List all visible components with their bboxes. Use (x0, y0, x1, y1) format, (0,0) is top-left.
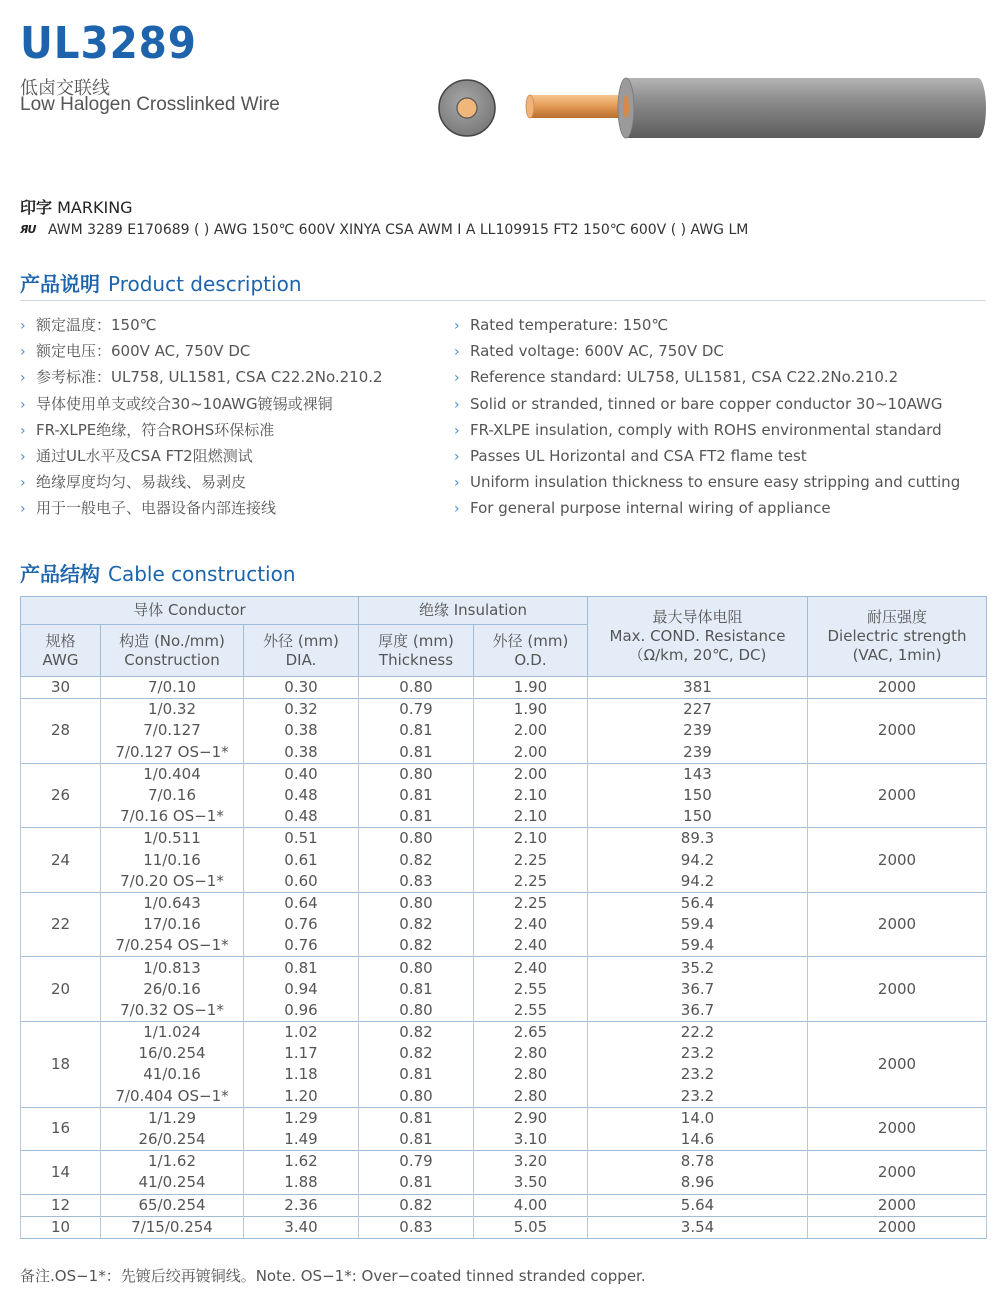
cell-awg: 26 (21, 763, 101, 828)
cell-construction: 16/0.254 (101, 1043, 244, 1064)
cell-resistance: 22.2 (588, 1022, 808, 1044)
cell-dielectric: 2000 (808, 699, 987, 764)
ul-certification-icon (20, 223, 40, 238)
cell-od: 2.00 (474, 742, 588, 764)
cell-dia: 0.76 (244, 935, 359, 957)
description-item: › Passes UL Horizontal and CSA FT2 flame test (454, 443, 960, 469)
cell-od: 2.90 (474, 1107, 588, 1129)
cell-resistance: 239 (588, 720, 808, 741)
cell-thickness: 0.81 (359, 979, 474, 1000)
cell-dielectric: 2000 (808, 957, 987, 1022)
cell-awg: 14 (21, 1151, 101, 1194)
cell-dia: 0.32 (244, 699, 359, 721)
cell-dia: 1.17 (244, 1043, 359, 1064)
cell-awg: 16 (21, 1107, 101, 1150)
cell-resistance: 150 (588, 806, 808, 828)
description-item: › FR-XLPE绝缘，符合ROHS环保标准 (20, 417, 383, 443)
chevron-right-icon: › (20, 475, 26, 492)
cell-dielectric: 2000 (808, 763, 987, 828)
cell-construction: 7/0.32 OS−1* (101, 1000, 244, 1022)
cell-od: 2.00 (474, 763, 588, 785)
header-insulation: 绝缘 Insulation (359, 597, 588, 625)
marking-text: AWM 3289 E170689 ( ) AWG 150℃ 600V XINYA CSA AWM I A LL109915 FT2 150℃ 600V ( ) AWG LM (48, 222, 749, 238)
cell-od: 1.90 (474, 677, 588, 699)
cell-od: 5.05 (474, 1216, 588, 1238)
cell-dia: 0.38 (244, 720, 359, 741)
cell-thickness: 0.80 (359, 1086, 474, 1108)
cell-awg: 18 (21, 1022, 101, 1108)
cell-construction: 7/0.254 OS−1* (101, 935, 244, 957)
cell-od: 1.90 (474, 699, 588, 721)
cell-thickness: 0.81 (359, 1107, 474, 1129)
cell-construction: 26/0.16 (101, 979, 244, 1000)
cell-thickness: 0.81 (359, 785, 474, 806)
cell-resistance: 94.2 (588, 850, 808, 871)
cell-od: 2.25 (474, 871, 588, 893)
cell-dia: 1.29 (244, 1107, 359, 1129)
chevron-right-icon: › (20, 422, 26, 439)
table-row (21, 1194, 987, 1216)
table-row (21, 677, 987, 699)
cell-dielectric: 2000 (808, 677, 987, 699)
cell-dielectric: 2000 (808, 1107, 987, 1150)
cell-resistance: 94.2 (588, 871, 808, 893)
table-row (21, 699, 987, 721)
product-model: UL3289 (20, 18, 197, 69)
cell-construction: 7/0.10 (101, 677, 244, 699)
cell-dia: 0.64 (244, 892, 359, 914)
table-row (21, 1151, 987, 1173)
description-item: › Solid or stranded, tinned or bare copper conductor 30~10AWG (454, 391, 960, 417)
chevron-right-icon: › (20, 318, 26, 334)
cell-thickness: 0.81 (359, 720, 474, 741)
cable-construction-title: 产品结构 Cable construction (20, 562, 296, 586)
chevron-right-icon: › (454, 501, 460, 518)
description-item: › FR-XLPE insulation, comply with ROHS environmental standard (454, 417, 960, 443)
header-resistance: 最大导体电阻 Max. COND. Resistance （Ω/km, 20℃, DC) (588, 597, 808, 677)
cell-dielectric: 2000 (808, 1216, 987, 1238)
description-item: › 额定电压：600V AC, 750V DC (20, 338, 383, 364)
cell-resistance: 23.2 (588, 1043, 808, 1064)
cell-dia: 0.30 (244, 677, 359, 699)
cell-od: 2.10 (474, 806, 588, 828)
cell-dia: 0.51 (244, 828, 359, 850)
table-row (21, 828, 987, 850)
chevron-right-icon: › (20, 396, 26, 413)
footnote: 备注.OS−1*：先镀后绞再镀铜线。Note. OS−1*: Over−coated tinned stranded copper. (20, 1267, 646, 1285)
chevron-right-icon: › (454, 318, 460, 334)
cell-construction: 1/0.32 (101, 699, 244, 721)
description-item: › 参考标准：UL758, UL1581, CSA C22.2No.210.2 (20, 364, 383, 390)
cell-dielectric: 2000 (808, 892, 987, 957)
cell-resistance: 14.0 (588, 1107, 808, 1129)
description-item: › Uniform insulation thickness to ensure easy stripping and cutting (454, 469, 960, 495)
cell-resistance: 5.64 (588, 1194, 808, 1216)
cell-resistance: 59.4 (588, 914, 808, 935)
cell-dia: 0.61 (244, 850, 359, 871)
cell-od: 2.10 (474, 828, 588, 850)
chevron-right-icon: › (454, 448, 460, 465)
chevron-right-icon: › (20, 448, 26, 465)
cell-dia: 0.94 (244, 979, 359, 1000)
wire-jacket (626, 78, 986, 138)
cell-resistance: 8.96 (588, 1172, 808, 1194)
cell-dia: 0.48 (244, 806, 359, 828)
cell-thickness: 0.81 (359, 806, 474, 828)
cell-awg: 22 (21, 892, 101, 957)
cell-awg: 10 (21, 1216, 101, 1238)
description-item: › 额定温度：150℃ (20, 312, 383, 338)
cell-dia: 1.88 (244, 1172, 359, 1194)
cell-dia: 0.40 (244, 763, 359, 785)
description-list-cn (20, 312, 383, 522)
cell-construction: 7/0.16 OS−1* (101, 806, 244, 828)
cell-od: 3.10 (474, 1129, 588, 1151)
description-item: › 绝缘厚度均匀、易裁线、易剥皮 (20, 469, 383, 495)
cell-od: 2.55 (474, 1000, 588, 1022)
cell-dia: 0.60 (244, 871, 359, 893)
cell-thickness: 0.80 (359, 1000, 474, 1022)
cell-construction: 7/0.20 OS−1* (101, 871, 244, 893)
cell-resistance: 227 (588, 699, 808, 721)
cell-resistance: 36.7 (588, 1000, 808, 1022)
cell-resistance: 23.2 (588, 1086, 808, 1108)
cell-od: 2.40 (474, 935, 588, 957)
cell-dia: 0.76 (244, 914, 359, 935)
cell-thickness: 0.82 (359, 1022, 474, 1044)
cell-dia: 1.18 (244, 1064, 359, 1085)
cell-thickness: 0.81 (359, 1129, 474, 1151)
cell-dia: 0.81 (244, 957, 359, 979)
cell-construction: 7/0.404 OS−1* (101, 1086, 244, 1108)
cell-od: 2.40 (474, 957, 588, 979)
cell-thickness: 0.82 (359, 850, 474, 871)
cell-thickness: 0.81 (359, 1064, 474, 1085)
cell-resistance: 14.6 (588, 1129, 808, 1151)
chevron-right-icon: › (454, 344, 460, 361)
cell-dia: 1.62 (244, 1151, 359, 1173)
cell-construction: 17/0.16 (101, 914, 244, 935)
cell-resistance: 36.7 (588, 979, 808, 1000)
cell-od: 2.80 (474, 1086, 588, 1108)
cell-awg: 24 (21, 828, 101, 893)
cell-awg: 28 (21, 699, 101, 764)
cell-thickness: 0.81 (359, 742, 474, 764)
marking-title-en: MARKING (57, 198, 133, 217)
cell-od: 2.65 (474, 1022, 588, 1044)
cell-resistance: 8.78 (588, 1151, 808, 1173)
cell-od: 2.80 (474, 1064, 588, 1085)
cell-construction: 41/0.16 (101, 1064, 244, 1085)
header-conductor: 导体 Conductor (21, 597, 359, 625)
cell-resistance: 23.2 (588, 1064, 808, 1085)
cell-od: 2.55 (474, 979, 588, 1000)
table-row (21, 1216, 987, 1238)
description-list-en (454, 312, 960, 522)
cell-thickness: 0.80 (359, 828, 474, 850)
table-row (21, 763, 987, 785)
description-item: › 通过UL水平及CSA FT2阻燃测试 (20, 443, 383, 469)
chevron-right-icon: › (20, 501, 26, 518)
cell-thickness: 0.80 (359, 763, 474, 785)
table-row (21, 1107, 987, 1129)
chevron-right-icon: › (454, 396, 460, 413)
cell-dielectric: 2000 (808, 828, 987, 893)
construction-table (20, 596, 987, 1239)
cell-od: 2.25 (474, 850, 588, 871)
cell-construction: 1/1.62 (101, 1151, 244, 1173)
cell-thickness: 0.82 (359, 1194, 474, 1216)
cell-od: 3.50 (474, 1172, 588, 1194)
product-name-en: Low Halogen Crosslinked Wire (20, 94, 280, 115)
cell-awg: 30 (21, 677, 101, 699)
cell-construction: 1/0.813 (101, 957, 244, 979)
cell-dielectric: 2000 (808, 1151, 987, 1194)
section-divider (20, 300, 986, 301)
cell-od: 2.25 (474, 892, 588, 914)
cell-thickness: 0.79 (359, 699, 474, 721)
marking-title (20, 195, 133, 218)
header-dielectric: 耐压强度 Dielectric strength (VAC, 1min) (808, 597, 987, 677)
cell-dia: 1.02 (244, 1022, 359, 1044)
conductor-tip (526, 95, 534, 118)
cell-construction: 65/0.254 (101, 1194, 244, 1216)
cell-thickness: 0.82 (359, 914, 474, 935)
cell-dia: 1.20 (244, 1086, 359, 1108)
cell-awg: 20 (21, 957, 101, 1022)
cell-od: 2.00 (474, 720, 588, 741)
wire-illustration (430, 62, 990, 152)
cell-resistance: 143 (588, 763, 808, 785)
cell-dia: 0.38 (244, 742, 359, 764)
cell-resistance: 59.4 (588, 935, 808, 957)
chevron-right-icon: › (454, 475, 460, 492)
description-item: › Reference standard: UL758, UL1581, CSA C22.2No.210.2 (454, 364, 960, 390)
cell-thickness: 0.81 (359, 1172, 474, 1194)
wire-conductor (528, 95, 628, 118)
cell-thickness: 0.83 (359, 1216, 474, 1238)
cell-construction: 1/0.404 (101, 763, 244, 785)
cell-od: 2.80 (474, 1043, 588, 1064)
cell-od: 2.10 (474, 785, 588, 806)
cell-construction: 41/0.254 (101, 1172, 244, 1194)
chevron-right-icon: › (454, 422, 460, 439)
description-item: › 导体使用单支或绞合30~10AWG镀锡或裸铜 (20, 391, 383, 417)
marking-line (20, 222, 748, 238)
cell-dielectric: 2000 (808, 1194, 987, 1216)
cell-thickness: 0.80 (359, 677, 474, 699)
chevron-right-icon: › (454, 370, 460, 387)
cell-resistance: 3.54 (588, 1216, 808, 1238)
svg-text:ЯU: ЯU (20, 222, 36, 235)
table-row (21, 1022, 987, 1044)
cell-resistance: 89.3 (588, 828, 808, 850)
cell-thickness: 0.80 (359, 892, 474, 914)
cell-construction: 7/0.16 (101, 785, 244, 806)
cell-resistance: 56.4 (588, 892, 808, 914)
header-awg: 规格 AWG (21, 625, 101, 677)
cell-resistance: 381 (588, 677, 808, 699)
cell-construction: 1/1.29 (101, 1107, 244, 1129)
cell-dia: 3.40 (244, 1216, 359, 1238)
cell-resistance: 35.2 (588, 957, 808, 979)
cell-od: 2.40 (474, 914, 588, 935)
cell-thickness: 0.83 (359, 871, 474, 893)
cell-construction: 7/0.127 OS−1* (101, 742, 244, 764)
cell-construction: 26/0.254 (101, 1129, 244, 1151)
cell-dia: 0.96 (244, 1000, 359, 1022)
chevron-right-icon: › (20, 370, 26, 387)
product-name-cn: 低卤交联线 (20, 78, 110, 99)
cell-construction: 7/0.127 (101, 720, 244, 741)
cell-construction: 11/0.16 (101, 850, 244, 871)
cell-od: 3.20 (474, 1151, 588, 1173)
cell-dia: 0.48 (244, 785, 359, 806)
header-dia: 外径 (mm) DIA. (244, 625, 359, 677)
cross-section-conductor (457, 98, 477, 118)
description-item: › Rated voltage: 600V AC, 750V DC (454, 338, 960, 364)
construction-table-body (21, 677, 987, 1239)
chevron-right-icon: › (20, 344, 26, 361)
cell-dia: 1.49 (244, 1129, 359, 1151)
cell-resistance: 150 (588, 785, 808, 806)
product-description-title: 产品说明 Product description (20, 272, 302, 296)
cell-od: 4.00 (474, 1194, 588, 1216)
cell-resistance: 239 (588, 742, 808, 764)
description-item: › 用于一般电子、电器设备内部连接线 (20, 495, 383, 521)
cell-dia: 2.36 (244, 1194, 359, 1216)
cell-thickness: 0.80 (359, 957, 474, 979)
cell-thickness: 0.79 (359, 1151, 474, 1173)
cell-thickness: 0.82 (359, 935, 474, 957)
cell-construction: 7/15/0.254 (101, 1216, 244, 1238)
cell-awg: 12 (21, 1194, 101, 1216)
marking-title-cn: 印字 (20, 198, 53, 217)
cell-construction: 1/0.643 (101, 892, 244, 914)
table-row (21, 957, 987, 979)
description-item: › For general purpose internal wiring of appliance (454, 495, 960, 521)
cell-thickness: 0.82 (359, 1043, 474, 1064)
cell-dielectric: 2000 (808, 1022, 987, 1108)
header-od: 外径 (mm) O.D. (474, 625, 588, 677)
cell-construction: 1/0.511 (101, 828, 244, 850)
table-row (21, 892, 987, 914)
header-thickness: 厚度 (mm) Thickness (359, 625, 474, 677)
description-item: › Rated temperature: 150℃ (454, 312, 960, 338)
header-construction: 构造 (No./mm) Construction (101, 625, 244, 677)
cell-construction: 1/1.024 (101, 1022, 244, 1044)
